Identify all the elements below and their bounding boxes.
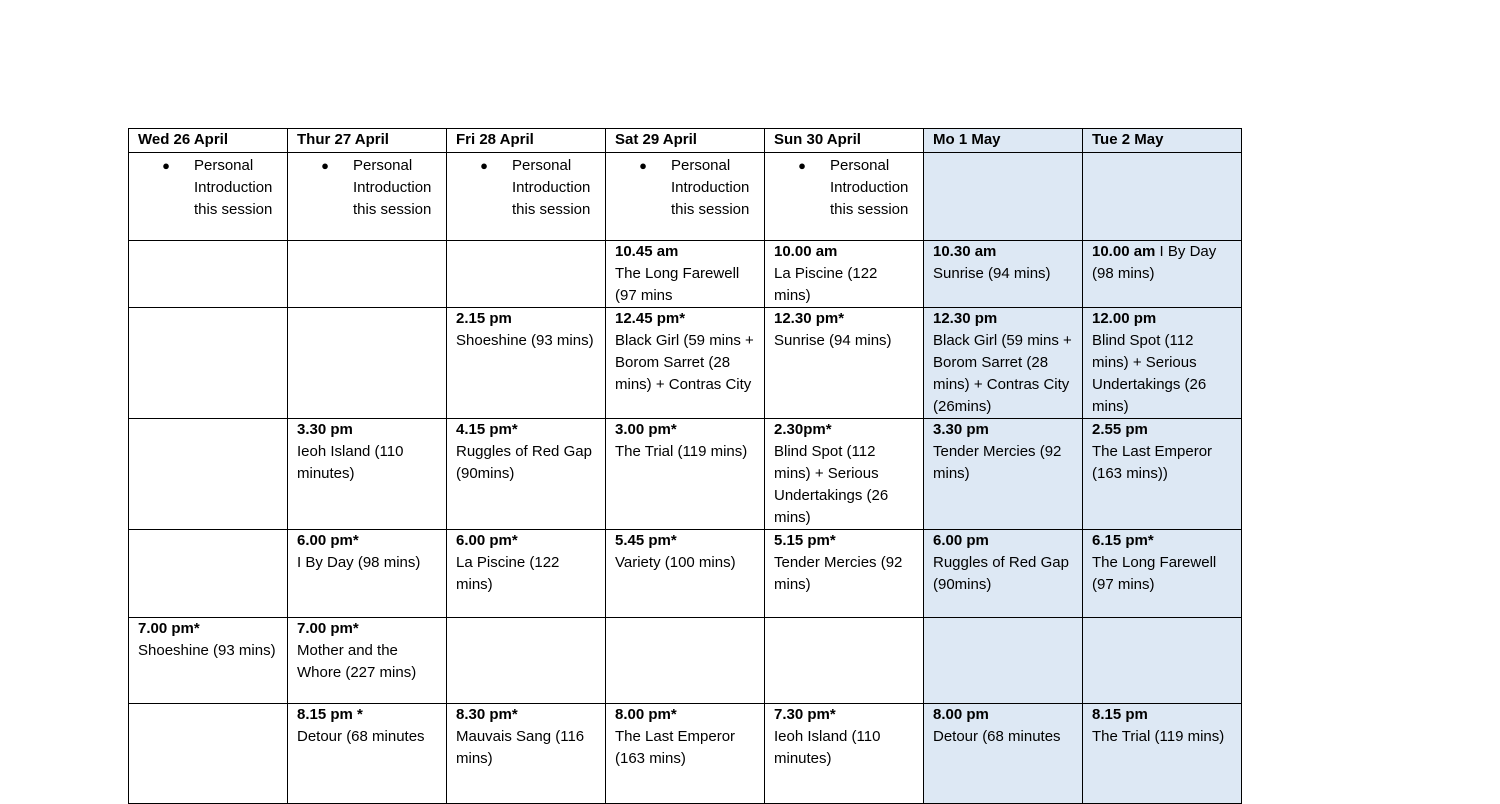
screening-time: 10.00 am (774, 243, 838, 260)
film-title: The Trial (119 mins) (615, 443, 748, 460)
screening-time: 5.45 pm* (615, 532, 677, 549)
intro-note: Personal Introduction this session (671, 157, 750, 218)
screening-cell (765, 618, 924, 704)
film-title: Ruggles of Red Gap (90mins) (456, 443, 592, 482)
screening-row (129, 618, 1242, 704)
screening-time: 8.15 pm (1092, 706, 1148, 723)
film-title: The Long Farewell (97 mins (615, 265, 740, 304)
screening-cell (129, 308, 288, 419)
screening-cell (765, 308, 924, 419)
intro-cell (606, 153, 765, 241)
screening-cell (606, 618, 765, 704)
day-header: Fri 28 April (447, 129, 606, 153)
screening-time: 7.00 pm* (138, 620, 200, 637)
screening-time: 2.30pm* (774, 421, 832, 438)
screening-cell (924, 618, 1083, 704)
film-title: Ieoh Island (110 minutes) (774, 728, 881, 767)
screening-time: 5.15 pm* (774, 532, 836, 549)
screening-time: 2.15 pm (456, 310, 512, 327)
screening-row (129, 241, 1242, 308)
film-title: The Long Farewell (97 mins) (1092, 554, 1217, 593)
screening-row (129, 530, 1242, 618)
screening-time: 10.00 am (1092, 243, 1156, 260)
screening-cell (447, 618, 606, 704)
screening-cell (1083, 618, 1242, 704)
film-title: Mother and the Whore (227 mins) (297, 642, 417, 681)
day-header: Mo 1 May (924, 129, 1083, 153)
screening-cell (288, 618, 447, 704)
screening-cell (1083, 241, 1242, 308)
film-title: Sunrise (94 mins) (774, 332, 892, 349)
screening-time: 8.30 pm* (456, 706, 518, 723)
screening-cell (447, 308, 606, 419)
day-header: Thur 27 April (288, 129, 447, 153)
film-title: Black Girl (59 mins + Borom Sarret (28 mins) + Contras City (26mins) (933, 332, 1072, 415)
screening-cell (288, 530, 447, 618)
intro-cell (129, 153, 288, 241)
day-header-row (129, 129, 1242, 153)
screening-cell (1083, 419, 1242, 530)
screening-cell (129, 530, 288, 618)
film-title: Shoeshine (93 mins) (138, 642, 276, 659)
screening-time: 12.45 pm* (615, 310, 686, 327)
screening-cell (765, 241, 924, 308)
film-title: I By Day (98 mins) (297, 554, 421, 571)
screening-time: 6.15 pm* (1092, 532, 1154, 549)
film-title: Tender Mercies (92 mins) (933, 443, 1062, 482)
screening-time: 10.30 am (933, 243, 997, 260)
screening-row (129, 308, 1242, 419)
film-title: Variety (100 mins) (615, 554, 736, 571)
film-title: La Piscine (122 mins) (774, 265, 878, 304)
screening-cell (129, 241, 288, 308)
screening-time: 8.15 pm * (297, 706, 363, 723)
screening-time: 3.30 pm (297, 421, 353, 438)
screening-time: 10.45 am (615, 243, 679, 260)
screening-row (129, 704, 1242, 804)
intro-cell (924, 153, 1083, 241)
screening-schedule-table (128, 128, 1242, 804)
screening-cell (924, 241, 1083, 308)
screening-time: 3.30 pm (933, 421, 989, 438)
screening-cell (447, 241, 606, 308)
screening-time: 7.00 pm* (297, 620, 359, 637)
screening-time: 6.00 pm (933, 532, 989, 549)
screening-cell (765, 530, 924, 618)
film-title: Ruggles of Red Gap (90mins) (933, 554, 1069, 593)
film-title: Mauvais Sang (116 mins) (456, 728, 585, 767)
screening-time: 2.55 pm (1092, 421, 1148, 438)
intro-note: Personal Introduction this session (194, 157, 273, 218)
intro-note-row (129, 153, 1242, 241)
screening-cell (924, 419, 1083, 530)
screening-time: 12.00 pm (1092, 310, 1157, 327)
bullet-icon: ● (798, 158, 806, 173)
film-title: The Last Emperor (163 mins)) (1092, 443, 1213, 482)
screening-time: 8.00 pm* (615, 706, 677, 723)
screening-cell (288, 241, 447, 308)
film-title: Shoeshine (93 mins) (456, 332, 594, 349)
film-title: La Piscine (122 mins) (456, 554, 560, 593)
intro-cell (288, 153, 447, 241)
screening-cell (1083, 530, 1242, 618)
film-title: The Trial (119 mins) (1092, 728, 1225, 745)
screening-cell (924, 530, 1083, 618)
intro-cell (765, 153, 924, 241)
film-title: Blind Spot (112 mins) + Serious Undertakings (26 mins) (1092, 332, 1207, 415)
screening-time: 12.30 pm* (774, 310, 845, 327)
screening-cell (924, 704, 1083, 804)
film-title: Ieoh Island (110 minutes) (297, 443, 404, 482)
film-title: Sunrise (94 mins) (933, 265, 1051, 282)
screening-cell (447, 419, 606, 530)
film-title: Black Girl (59 mins + Borom Sarret (28 mins) + Contras City (615, 332, 754, 393)
screening-cell (606, 241, 765, 308)
screening-row (129, 419, 1242, 530)
screening-cell (288, 419, 447, 530)
screening-time: 6.00 pm* (456, 532, 518, 549)
screening-cell (129, 704, 288, 804)
intro-note: Personal Introduction this session (353, 157, 432, 218)
screening-cell (447, 530, 606, 618)
screening-cell (606, 704, 765, 804)
screening-cell (288, 308, 447, 419)
film-title: Tender Mercies (92 mins) (774, 554, 903, 593)
bullet-icon: ● (321, 158, 329, 173)
film-title: I By Day (98 mins) (1092, 243, 1217, 282)
screening-cell (606, 419, 765, 530)
intro-cell (1083, 153, 1242, 241)
screening-cell (288, 704, 447, 804)
intro-cell (447, 153, 606, 241)
screening-cell (606, 308, 765, 419)
day-header: Sun 30 April (765, 129, 924, 153)
screening-cell (129, 618, 288, 704)
day-header: Wed 26 April (129, 129, 288, 153)
screening-cell (606, 530, 765, 618)
film-title: Blind Spot (112 mins) + Serious Undertakings (26 mins) (774, 443, 889, 526)
bullet-icon: ● (480, 158, 488, 173)
screening-cell (129, 419, 288, 530)
screening-cell (765, 704, 924, 804)
screening-time: 7.30 pm* (774, 706, 836, 723)
day-header: Sat 29 April (606, 129, 765, 153)
screening-cell (1083, 704, 1242, 804)
screening-cell (447, 704, 606, 804)
film-title: The Last Emperor (163 mins) (615, 728, 736, 767)
screening-cell (1083, 308, 1242, 419)
day-header: Tue 2 May (1083, 129, 1242, 153)
screening-cell (924, 308, 1083, 419)
screening-time: 3.00 pm* (615, 421, 677, 438)
bullet-icon: ● (639, 158, 647, 173)
bullet-icon: ● (162, 158, 170, 173)
screening-time: 12.30 pm (933, 310, 998, 327)
screening-time: 8.00 pm (933, 706, 989, 723)
screening-time: 4.15 pm* (456, 421, 518, 438)
intro-note: Personal Introduction this session (512, 157, 591, 218)
intro-note: Personal Introduction this session (830, 157, 909, 218)
film-title: Detour (68 minutes (933, 728, 1061, 745)
screening-cell (765, 419, 924, 530)
film-title: Detour (68 minutes (297, 728, 425, 745)
screening-time: 6.00 pm* (297, 532, 359, 549)
